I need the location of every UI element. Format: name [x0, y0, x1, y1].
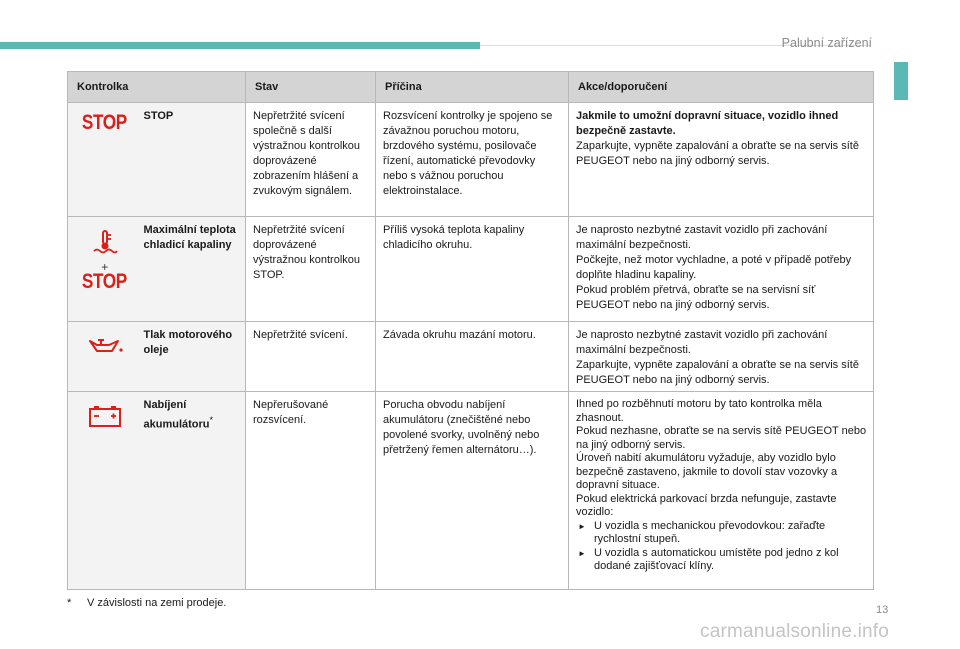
list-item: ► U vozidla s mechanickou převodovkou: zařaďte rychlostní stupeň. — [576, 520, 867, 547]
footnote-text: V závislosti na zemi prodeje. — [87, 597, 227, 609]
column-header: Stav — [246, 72, 376, 103]
action-text: Je naprosto nezbytné zastavit vozidlo při zachování maximální bezpečnosti. — [576, 329, 828, 356]
icon-cell — [68, 322, 142, 392]
plus-sign: + — [101, 260, 109, 274]
action-text: Úroveň nabití akumulátoru vyžaduje, aby vozidlo bylo bezpečně zastaveno, jakmile to dovolí stav vozovky a dopravní situace. — [576, 452, 838, 491]
action-options — [576, 520, 867, 574]
column-header: Akce/doporučení — [569, 72, 874, 103]
light-cause: Závada okruhu mazání motoru. — [376, 322, 569, 392]
light-action — [569, 103, 874, 217]
light-action — [569, 217, 874, 322]
light-name — [142, 392, 246, 590]
action-emphasis: Jakmile to umožní dopravní situace, vozidlo ihned bezpečně zastavte. — [576, 110, 839, 137]
light-state: Nepřetržité svícení společně s další výstražnou kontrolkou doprovázené zobrazením hlášení a zvukovým signálem. — [246, 103, 376, 217]
action-text: Ihned po rozběhnutí motoru by tato kontrolka měla zhasnout. — [576, 398, 822, 424]
light-action — [569, 322, 874, 392]
light-name: Maximální teplota chladicí kapaliny — [142, 217, 246, 322]
action-text: Je naprosto nezbytné zastavit vozidlo při zachování maximální bezpečnosti. — [576, 224, 828, 251]
light-name-text: Nabíjení akumulátoru — [143, 399, 210, 431]
light-name: STOP — [142, 103, 246, 217]
watermark: carmanualsonline.info — [700, 621, 890, 642]
footnote-mark: * — [209, 415, 214, 425]
column-header: Příčina — [376, 72, 569, 103]
footnote-mark: * — [67, 597, 72, 609]
action-text: Zaparkujte, vypněte zapalování a obraťte se na servis sítě PEUGEOT nebo na jiný odborný servis. — [576, 359, 859, 386]
oil-pressure-icon — [87, 336, 123, 356]
icon-cell — [68, 103, 142, 217]
page-number: 13 — [876, 604, 889, 616]
header-accent-bar — [0, 42, 480, 49]
warning-lights-table — [67, 71, 874, 590]
table-row — [68, 103, 874, 217]
action-text: Pokud elektrická parkovací brzda nefunguje, zastavte vozidlo: — [576, 492, 837, 518]
column-header: Kontrolka — [68, 72, 246, 103]
action-text: Pokud problém přetrvá, obraťte se na servisní síť PEUGEOT nebo na jiný odborný servis. — [576, 284, 816, 311]
light-cause: Příliš vysoká teplota kapaliny chladicího okruhu. — [376, 217, 569, 322]
action-text: Zaparkujte, vypněte zapalování a obraťte se na servis sítě PEUGEOT nebo na jiný odborný servis. — [576, 140, 859, 167]
table-header-row — [68, 72, 874, 103]
light-state: Nepřetržité svícení doprovázené výstražnou kontrolkou STOP. — [246, 217, 376, 322]
list-item: ► U vozidla s automatickou umístěte pod jedno z kol dodané zajišťovací klíny. — [576, 547, 867, 574]
stop-sign-icon: STOP — [82, 111, 128, 134]
light-cause: Porucha obvodu nabíjení akumulátoru (znečištěné nebo povolené svorky, uvolněný nebo přetržený řemen alternátoru…). — [376, 392, 569, 590]
light-cause: Rozsvícení kontrolky je spojeno se závažnou poruchou motoru, brzdového systému, posilovače řízení, automatické převodovky nebo s vážnou poruchou elektroinstalace. — [376, 103, 569, 217]
stop-sign-icon: STOP — [82, 270, 128, 293]
section-title: Palubní zařízení — [781, 36, 872, 50]
table-row — [68, 217, 874, 322]
table-row — [68, 392, 874, 590]
action-text: Počkejte, než motor vychladne, a poté v případě potřeby doplňte hladinu kapaliny. — [576, 254, 852, 281]
table-row — [68, 322, 874, 392]
chapter-marker — [894, 62, 908, 100]
icon-cell — [68, 217, 142, 322]
battery-icon — [88, 404, 122, 428]
icon-cell — [68, 392, 142, 590]
light-state: Nepřerušované rozsvícení. — [246, 392, 376, 590]
action-text: Pokud nezhasne, obraťte se na servis sítě PEUGEOT nebo na jiný odborný servis. — [576, 425, 867, 451]
footnote — [67, 597, 226, 609]
coolant-temperature-icon — [92, 229, 118, 255]
light-action — [569, 392, 874, 590]
light-name: Tlak motorového oleje — [142, 322, 246, 392]
light-state: Nepřetržité svícení. — [246, 322, 376, 392]
